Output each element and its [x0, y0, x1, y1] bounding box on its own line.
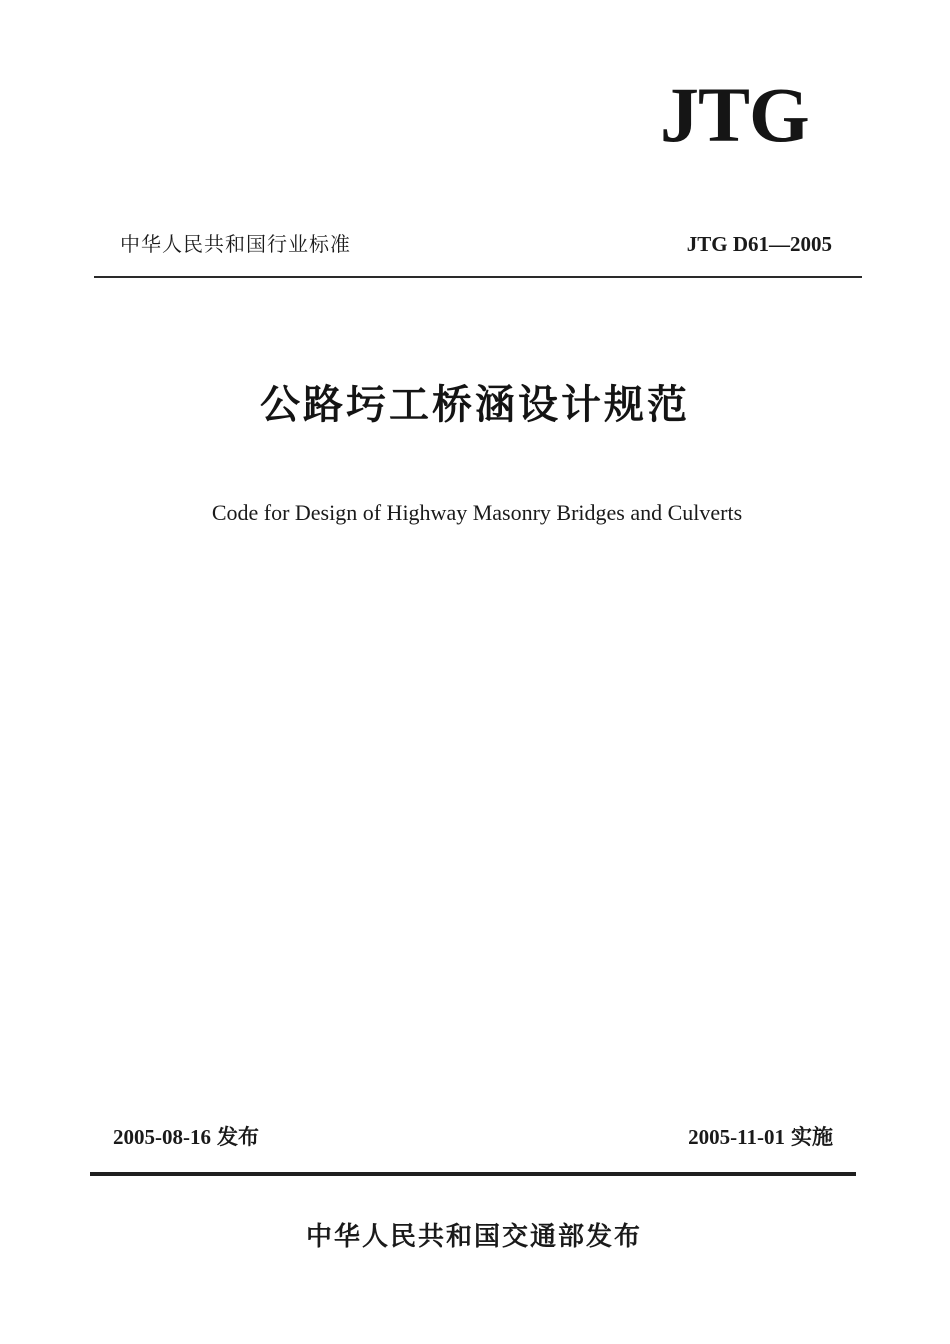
issued-label: 发布: [217, 1125, 259, 1149]
standard-header: [120, 228, 832, 260]
footer-divider: [90, 1172, 856, 1176]
issued-date-line: [113, 1120, 259, 1154]
publisher: 中华人民共和国交通部发布: [305, 1222, 642, 1252]
jtg-logo: JTG: [660, 71, 809, 158]
document-title-english: Code for Design of Highway Masonry Bridges and Culverts: [211, 500, 743, 525]
standard-category: 中华人民共和国行业标准: [120, 232, 351, 256]
document-title-chinese: 公路圬工桥涵设计规范: [260, 382, 690, 428]
dates-row: [113, 1120, 833, 1154]
issued-date: 2005-08-16: [113, 1125, 211, 1149]
effective-label: 实施: [791, 1125, 833, 1149]
standard-code: JTG D61—2005: [686, 232, 832, 256]
effective-date-line: [688, 1120, 833, 1154]
effective-date: 2005-11-01: [688, 1125, 785, 1149]
header-divider: [94, 276, 862, 278]
